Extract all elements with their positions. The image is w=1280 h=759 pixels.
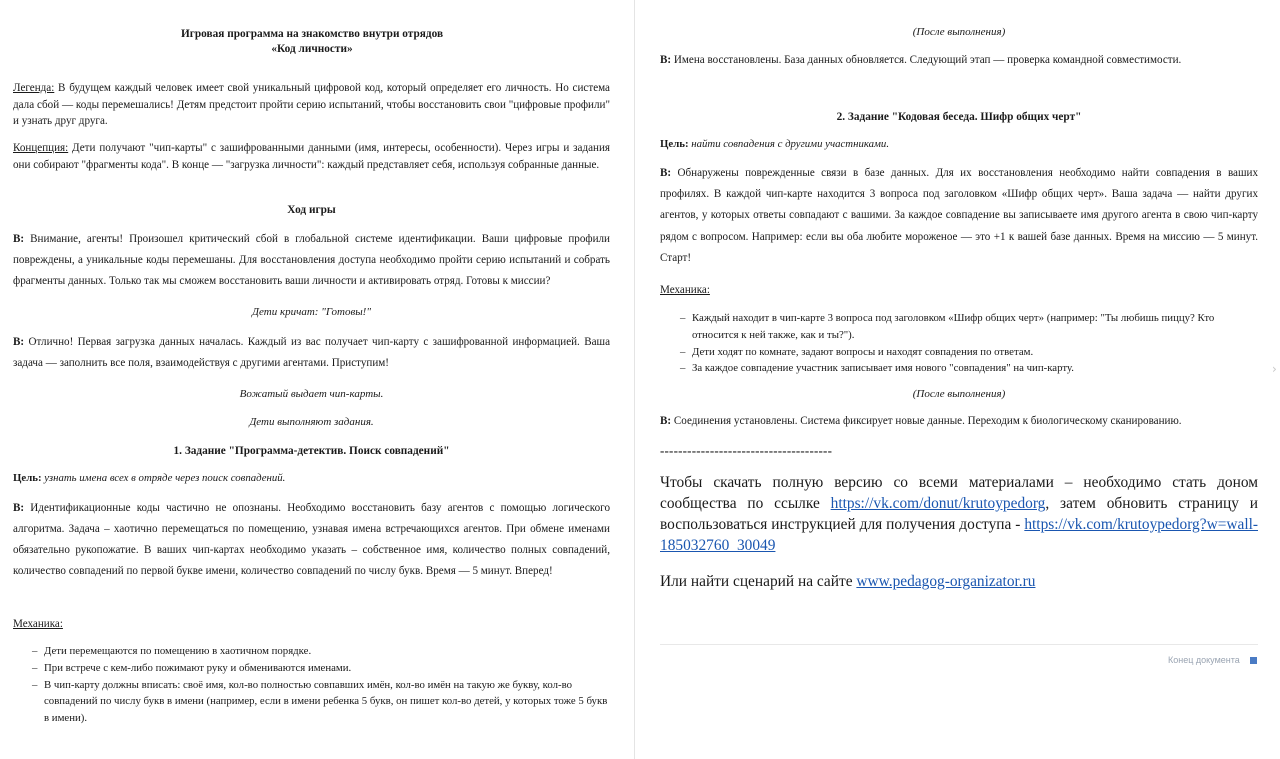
mechanics-item <box>32 677 612 727</box>
scroll-right-icon[interactable]: › <box>1272 362 1277 376</box>
kids-shout-note: Дети кричат: "Готовы!" <box>252 306 371 318</box>
mechanics2-label: Механика: <box>660 284 710 296</box>
concept-paragraph: Концепция: Дети получают "чип-карты" с зашифрованными данными (имя, интересы, особенности). Через игры и задания они собирают "фрагменты кода". В конце — "загрузка личности": каждый представляет себя, используя собранные данные. <box>13 142 610 171</box>
intro-speech: В: Внимание, агенты! Произошел критический сбой в глобальной системе идентификации. Ваши цифровые профили повреждены, а уникальные коды перемешаны. Для восстановления доступа необходимо пройти серию испытаний и собрать фрагменты данных. Только так мы сможем восстановить ваши личности и активировать отряд. Готовы к миссии? <box>13 233 610 287</box>
list-dash: – <box>680 312 686 324</box>
task2-goal: Цель: найти совпадения с другими участниками. <box>660 138 890 150</box>
legend-paragraph: Легенда: В будущем каждый человек имеет свой уникальный цифровой код, который определяет его личность. Но система дала сбой — коды перемешались! Детям предстоит пройти серию испытаний, чтобы восстановить свои "цифровые профили" и узнать друг друга. <box>13 82 610 128</box>
mechanics1-label: Механика: <box>13 618 63 630</box>
mechanics1-list <box>32 643 612 727</box>
donut-link[interactable]: https://vk.com/donut/krutoypedorg <box>830 495 1046 512</box>
list-dash: – <box>680 362 686 375</box>
task1-goal: Цель: узнать имена всех в отряде через поиск совпадений. <box>13 472 286 484</box>
end-separator-line <box>660 644 1258 645</box>
download-paragraph: Чтобы скачать полную версию со всеми материалами – необходимо стать доном сообщества по ссылке https://vk.com/donut/krutoypedorg, затем обновить страницу и воспользоваться инструкцией для получения доступа - https://vk.com/krutoypedorg?w=wall-185032760_30049 <box>660 474 1258 554</box>
loading-speech: В: Отлично! Первая загрузка данных началась. Каждый из вас получает чип-карту с зашифрованной информацией. Ваша задача — заполнить все поля, взаимодействуя с другими агентами. Приступим! <box>13 336 610 369</box>
list-dash: – <box>680 345 686 358</box>
mechanics-item <box>680 310 1260 344</box>
mechanics-item-text: Дети ходят по комнате, задают вопросы и находят совпадения по ответам. <box>692 345 1034 358</box>
game-flow-heading: Ход игры <box>287 204 336 216</box>
task2-speech: В: Обнаружены поврежденные связи в базе данных. Для их восстановления необходимо найти совпадения в ваших профилях. В каждой чип-карте находится 3 вопроса под заголовком «Шифр общих черт». Ваша задача — найти других агентов, у которых ответы совпадают с вашими. За каждое совпадение вы записываете имя другого агента в свою чип-карту рядом с вопросом. Например: если вы оба любите мороженое — это +1 к вашей базе данных. Время на миссию — 5 минут. Старт! <box>660 167 1258 264</box>
mechanics-item-text: При встрече с кем-либо пожимают руку и обмениваются именами. <box>44 661 352 674</box>
end-marker-icon <box>1250 657 1257 664</box>
site-link[interactable]: www.pedagog-organizator.ru <box>856 573 1036 590</box>
list-dash: – <box>32 645 38 657</box>
site-paragraph: Или найти сценарий на сайте www.pedagog-organizator.ru <box>660 573 1036 590</box>
restored-speech: В: Имена восстановлены. База данных обновляется. Следующий этап — проверка командной совместимости. <box>660 54 1182 66</box>
mechanics-item <box>680 344 1260 361</box>
task1-speech: В: Идентификационные коды частично не опознаны. Необходимо восстановить базу агентов с помощью логического алгоритма. Задача – хаотично перемещаться по помещению, узнавая имена встречающихся агентов. При обмене именами обязательно рукопожатие. В ваших чип-картах необходимо указать – собственное имя, количество полных совпадений, количество совпадений по первой букве имени, количество совпадений по числу букв. Время — 5 минут. Вперед! <box>13 502 610 577</box>
connections-speech: В: Соединения установлены. Система фиксирует новые данные. Переходим к биологическому сканированию. <box>660 415 1182 427</box>
end-of-document-label: Конец документа <box>1168 655 1240 665</box>
list-dash: – <box>32 661 38 674</box>
list-dash: – <box>32 678 38 691</box>
page-divider <box>634 0 635 759</box>
separator-dashes: -------------------------------------- <box>660 443 833 458</box>
document-title: Игровая программа на знакомство внутри отрядов «Код личности» <box>180 28 444 55</box>
mechanics2-list <box>680 310 1260 377</box>
wall-post-link[interactable]: https://vk.com/krutoypedorg?w=wall-185032760_30049 <box>660 516 1258 554</box>
task2-heading: 2. Задание "Кодовая беседа. Шифр общих черт" <box>836 111 1082 123</box>
mechanics-item-text: В чип-карту должны вписать: своё имя, кол-во полностью совпавших имён, кол-во имён на такую же букву, кол-во совпадений по числу букв в имени (например, если в имени ребенка 5 букв, он пишет кол-во детей, у которых тоже 5 букв в имени). <box>44 678 608 725</box>
mechanics-item-text: За каждое совпадение участник записывает имя нового "совпадения" на чип-карту. <box>692 362 1074 375</box>
mechanics-item-text: Дети перемещаются по помещению в хаотичном порядке. <box>44 645 312 657</box>
kids-do-note: Дети выполняют задания. <box>249 416 374 428</box>
after-execution-note-2: (После выполнения) <box>912 388 1006 400</box>
counselor-note: Вожатый выдает чип-карты. <box>239 388 384 400</box>
after-execution-note-1: (После выполнения) <box>912 26 1006 38</box>
task1-heading: 1. Задание "Программа-детектив. Поиск совпадений" <box>173 445 450 457</box>
mechanics-item <box>32 643 612 660</box>
mechanics-item <box>680 360 1260 377</box>
mechanics-item-text: Каждый находит в чип-карте 3 вопроса под заголовком «Шифр общих черт» (например: "Ты любишь пиццу? Кто относится к ней также, как и ты?"). <box>692 312 1215 341</box>
mechanics-item <box>32 660 612 677</box>
